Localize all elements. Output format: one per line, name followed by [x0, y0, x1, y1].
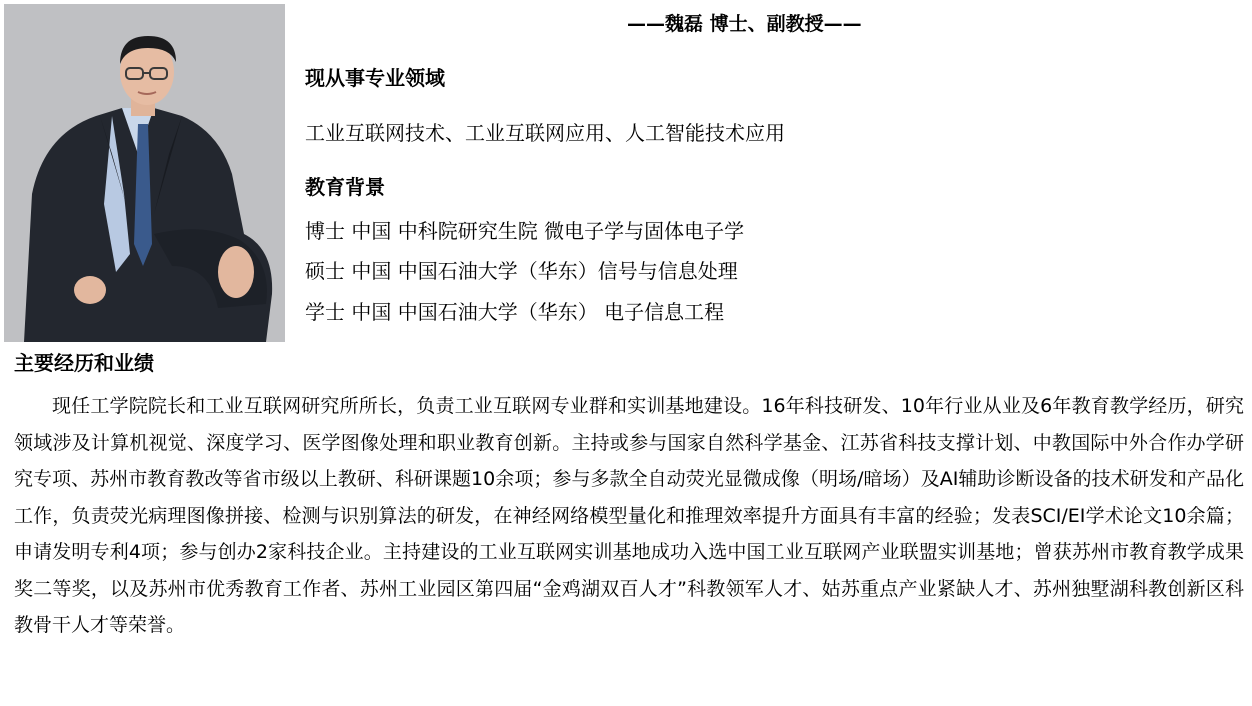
field-content: 工业互联网技术、工业互联网应用、人工智能技术应用 [305, 121, 785, 145]
portrait-photo-icon [4, 4, 285, 342]
education-item-master: 硕士 中国 中国石油大学（华东）信号与信息处理 [305, 259, 738, 283]
field-heading: 现从事专业领域 [305, 66, 445, 90]
experience-text: 现任工学院院长和工业互联网研究所所长，负责工业互联网专业群和实训基地建设。16年科技研发、10年行业从业及6年教育教学经历，研究领域涉及计算机视觉、深度学习、医学图像处理和职业教育创新。主持或参与国家自然科学基金、江苏省科技支撑计划、中教国际中外合作办学研究专项、苏州市教育教改等省市级以上教研、科研课题10余项；参与多款全自动荧光显微成像（明场/暗场）及AI辅助诊断设备的技术研发和产品化工作，负责荧光病理图像拼接、检测与识别算法的研发，在神经网络模型量化和推理效率提升方面具有丰富的经验；发表SCI/EI学术论文10余篇；申请发明专利4项；参与创办2家科技企业。主持建设的工业互联网实训基地成功入选中国工业互联网产业联盟实训基地；曾获苏州市教育教学成果奖二等奖，以及苏州市优秀教育工作者、苏州工业园区第四届“金鸡湖双百人才”科教领军人才、姑苏重点产业紧缺人才、苏州独墅湖科教创新区科教骨干人才等荣誉。 [14, 395, 1244, 636]
education-heading: 教育背景 [305, 175, 385, 199]
name-title: ——魏磊 博士、副教授—— [627, 13, 862, 35]
education-item-bachelor: 学士 中国 中国石油大学（华东） 电子信息工程 [305, 300, 725, 324]
profile-photo [4, 4, 285, 342]
experience-heading: 主要经历和业绩 [14, 351, 154, 375]
education-item-phd: 博士 中国 中科院研究生院 微电子学与固体电子学 [305, 219, 745, 243]
